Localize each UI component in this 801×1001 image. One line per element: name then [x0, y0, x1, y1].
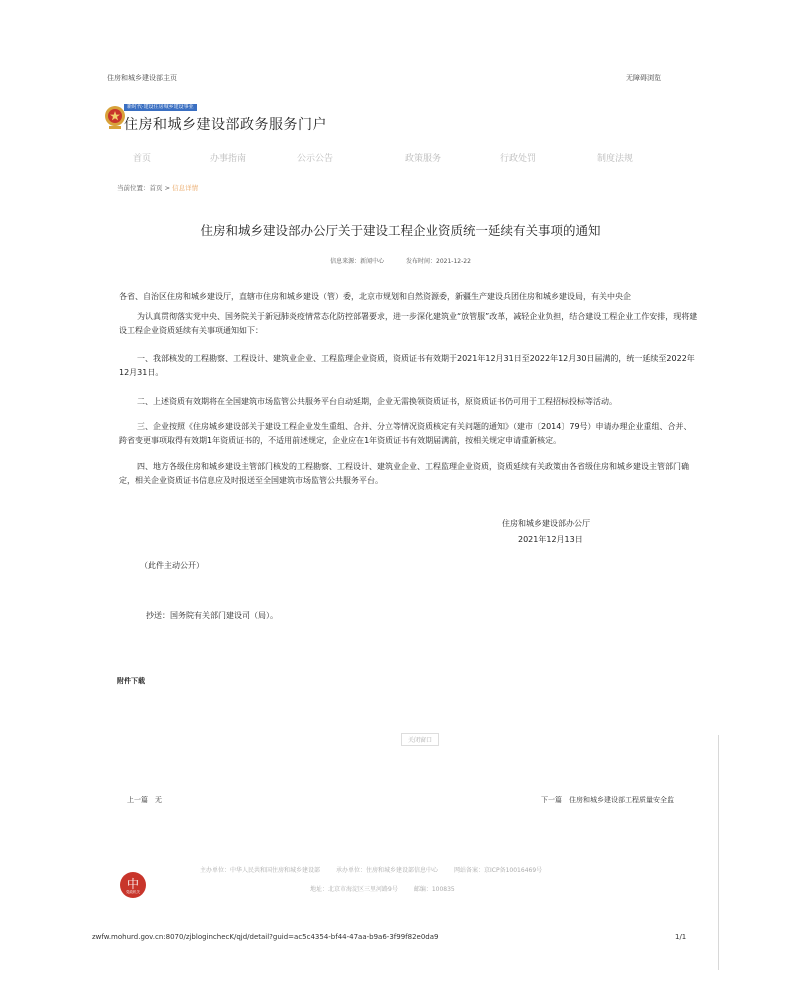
- footer-address: 地址：北京市海淀区三里河路9号: [310, 886, 398, 893]
- article-title: 住房和城乡建设部办公厅关于建设工程企业资质统一延续有关事项的通知: [200, 223, 601, 238]
- portal-banner: 新时代·建设住房城乡建设事业: [124, 104, 197, 111]
- prev-article-link[interactable]: 上一篇 无: [127, 796, 162, 804]
- scan-edge-line: [718, 735, 719, 970]
- article-paragraph-1: 一、我部核发的工程勘察、工程设计、建筑业企业、工程监理企业资质，资质证书有效期于2021年12月31日至2022年12月30日届满的，统一延续至2022年12月31日。: [119, 354, 695, 377]
- attachments-label: 附件下载: [117, 677, 145, 685]
- badge-sub: 党政机关: [126, 890, 140, 894]
- nav-policy[interactable]: 政策服务: [405, 154, 442, 164]
- nav-regulations[interactable]: 制度法规: [597, 154, 634, 164]
- article-paragraph-3: 三、企业按照《住房城乡建设部关于建设工程企业发生重组、合并、分立等情况资质核定有关问题的通知》（建市〔2014〕79号）申请办理企业重组、合并、跨省变更事项取得有效期1年资质证书的，不适用前述规定，企业应在1年资质证书有效期届满前，按相关规定申请重新核定。: [119, 422, 692, 445]
- breadcrumb: [117, 183, 198, 192]
- cc-line: 抄送：国务院有关部门建设司（局）。: [146, 611, 278, 620]
- article-addressee: 各省、自治区住房和城乡建设厅，直辖市住房和城乡建设（管）委，北京市规划和自然资源委，新疆生产建设兵团住房和城乡建设局，有关中央企: [119, 292, 631, 301]
- national-emblem-icon: [104, 104, 126, 130]
- footer-icp[interactable]: 网站备案：京ICP备10016469号: [454, 867, 543, 874]
- nav-penalty[interactable]: 行政处罚: [500, 154, 537, 164]
- article-date: 发布时间：2021-12-22: [406, 258, 471, 265]
- nav-guide[interactable]: 办事指南: [210, 154, 247, 164]
- article-paragraph-4: 四、地方各级住房和城乡建设主管部门核发的工程勘察、工程设计、建筑业企业、工程监理企业资质，资质延续有关政策由各省级住房和城乡建设主管部门确定，相关企业资质证书信息应及时报送至全国建筑市场监管公共服务平台。: [119, 462, 689, 485]
- nav-home[interactable]: 首页: [133, 154, 152, 164]
- print-page-number: 1/1: [675, 933, 687, 941]
- portal-title[interactable]: 住房和城乡建设部政务服务门户: [124, 117, 327, 133]
- footer-postcode: 邮编：100835: [413, 886, 455, 893]
- party-gov-badge-icon[interactable]: [120, 872, 146, 898]
- next-article-link[interactable]: 下一篇 住房和城乡建设部工程质量安全监: [541, 796, 674, 804]
- badge-mark: 中: [126, 877, 139, 891]
- footer-info-row-1: [200, 865, 558, 874]
- breadcrumb-current: 信息详情: [172, 184, 199, 192]
- footer-info-row-2: [310, 884, 471, 893]
- article-paragraph-intro: 为认真贯彻落实党中央、国务院关于新冠肺炎疫情常态化防控部署要求，进一步深化建筑业“放管服”改革，减轻企业负担，结合建设工程企业工作安排，现将建设工程企业资质延续有关事项通知如下：: [119, 312, 698, 335]
- footer-sponsor: 主办单位：中华人民共和国住房和城乡建设部: [200, 867, 321, 874]
- breadcrumb-prefix[interactable]: 当前位置：首页 >: [117, 184, 173, 192]
- nav-notice[interactable]: 公示公告: [297, 154, 334, 164]
- article-source: 信息来源：新闻中心: [330, 258, 385, 265]
- article-paragraph-2: 二、上述资质有效期将在全国建筑市场监管公共服务平台自动延期，企业无需换领资质证书，原资质证书仍可用于工程招标投标等活动。: [137, 397, 617, 406]
- home-link[interactable]: 住房和城乡建设部主页: [107, 74, 177, 82]
- main-nav: [100, 151, 690, 167]
- signature-org: 住房和城乡建设部办公厅: [502, 519, 590, 528]
- signature-date: 2021年12月13日: [518, 535, 583, 544]
- public-note: （此件主动公开）: [140, 561, 204, 570]
- article-meta: [0, 256, 801, 265]
- accessibility-link[interactable]: 无障碍浏览: [626, 74, 661, 82]
- print-url: zwfw.mohurd.gov.cn:8070/zjbloginchecK/qjd/detail?guid=ac5c4354-bf44-47aa-b9a6-3f99f82e0da9: [92, 933, 439, 941]
- close-window-button[interactable]: 关闭窗口: [401, 733, 439, 746]
- footer-organizer: 承办单位：住房和城乡建设部信息中心: [336, 867, 439, 874]
